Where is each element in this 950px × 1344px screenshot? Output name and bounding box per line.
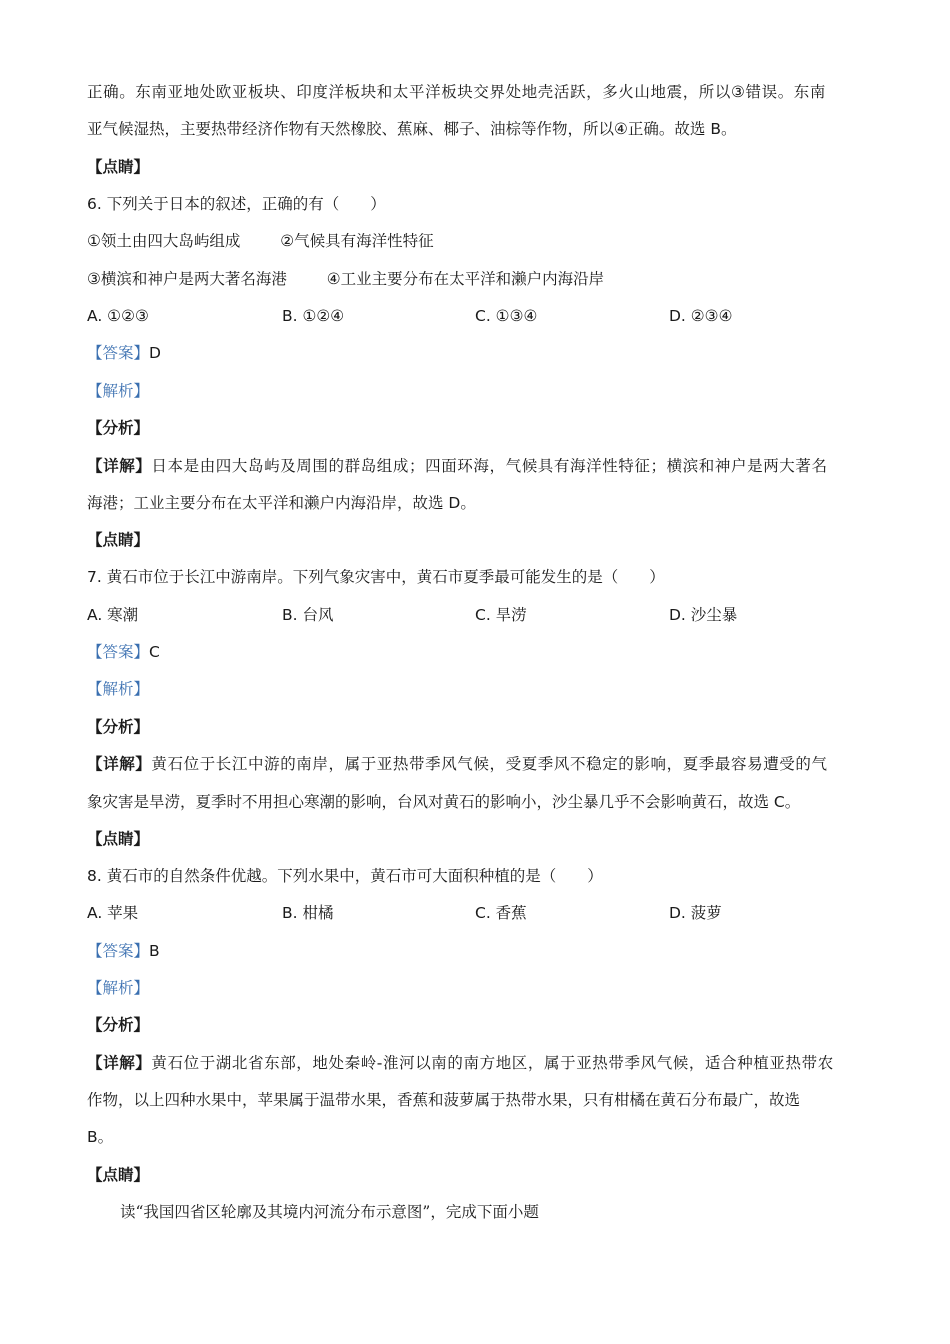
q8-option-d: D. 菠萝 — [669, 904, 722, 922]
q7-detail-label: 【详解】 — [87, 755, 152, 773]
q8-answer-value: B — [149, 942, 160, 960]
q8-detail-line-3: B。 — [87, 1128, 114, 1146]
prev-explanation-line-1: 正确。东南亚地处欧亚板块、印度洋板块和太平洋板块交界处地壳活跃，多火山地震，所以③错误。东南 — [87, 83, 826, 101]
q8-detail-line-1 — [87, 1052, 834, 1074]
q6-stem: 6. 下列关于日本的叙述，正确的有（ ） — [87, 195, 386, 213]
q7-detail-text-1: 黄石位于长江中游的南岸，属于亚热带季风气候，受夏季风不稳定的影响，夏季最容易遭受的气 — [151, 755, 828, 773]
q7-detail-line-2: 象灾害是旱涝，夏季时不用担心寒潮的影响，台风对黄石的影响小，沙尘暴几乎不会影响黄石，故选 C。 — [87, 793, 801, 811]
q8-option-a: A. 苹果 — [87, 904, 139, 922]
q6-statements-row-2 — [87, 268, 604, 290]
q8-detail-line-2: 作物，以上四种水果中，苹果属于温带水果，香蕉和菠萝属于热带水果，只有柑橘在黄石分布最广，故选 — [87, 1091, 801, 1109]
q8-stem: 8. 黄石市的自然条件优越。下列水果中，黄石市可大面积种植的是（ ） — [87, 867, 603, 885]
q7-fenxi-label: 【分析】 — [87, 718, 150, 736]
q7-option-c: C. 旱涝 — [475, 606, 527, 624]
q7-answer — [87, 641, 160, 663]
q6-item-3: ③横滨和神户是两大著名海港 — [87, 270, 287, 288]
q6-option-d: D. ②③④ — [669, 307, 733, 325]
q8-option-c: C. 香蕉 — [475, 904, 527, 922]
q8-answer-label: 【答案】 — [87, 942, 150, 960]
q6-detail-line-1 — [87, 455, 828, 477]
q7-answer-label: 【答案】 — [87, 643, 150, 661]
q8-detail-label: 【详解】 — [87, 1054, 152, 1072]
q8-option-b: B. 柑橘 — [282, 904, 334, 922]
prev-explanation-line-2: 亚气候湿热，主要热带经济作物有天然橡胶、蕉麻、椰子、油棕等作物，所以④正确。故选 B。 — [87, 120, 737, 138]
q8-dianjing-label: 【点睛】 — [87, 1166, 150, 1184]
q7-option-a: A. 寒潮 — [87, 606, 139, 624]
q6-detail-line-2: 海港；工业主要分布在太平洋和濑户内海沿岸，故选 D。 — [87, 494, 476, 512]
q7-dianjing-label: 【点睛】 — [87, 830, 150, 848]
q7-option-d: D. 沙尘暴 — [669, 606, 738, 624]
q6-item-2: ②气候具有海洋性特征 — [280, 232, 434, 250]
prev-dianjing-label: 【点睛】 — [87, 158, 150, 176]
q6-item-1: ①领土由四大岛屿组成 — [87, 232, 241, 250]
q8-detail-text-1: 黄石位于湖北省东部，地处秦岭-淮河以南的南方地区，属于亚热带季风气候，适合种植亚热带农 — [151, 1054, 834, 1072]
q6-option-c: C. ①③④ — [475, 307, 538, 325]
q6-option-b: B. ①②④ — [282, 307, 345, 325]
q7-option-b: B. 台风 — [282, 606, 334, 624]
q6-item-4: ④工业主要分布在太平洋和濑户内海沿岸 — [326, 270, 605, 288]
q8-answer — [87, 940, 160, 962]
q6-fenxi-label: 【分析】 — [87, 419, 150, 437]
q7-detail-line-1 — [87, 753, 828, 775]
q6-detail-text-1: 日本是由四大岛屿及周围的群岛组成；四面环海，气候具有海洋性特征；横滨和神户是两大著名 — [151, 457, 828, 475]
q6-dianjing-label: 【点睛】 — [87, 531, 150, 549]
q8-fenxi-label: 【分析】 — [87, 1016, 150, 1034]
q7-jiexi-label: 【解析】 — [87, 680, 150, 698]
q6-answer-value: D — [149, 344, 161, 362]
q8-jiexi-label: 【解析】 — [87, 979, 150, 997]
q7-stem: 7. 黄石市位于长江中游南岸。下列气象灾害中，黄石市夏季最可能发生的是（ ） — [87, 568, 665, 586]
q6-detail-label: 【详解】 — [87, 457, 152, 475]
next-group-intro: 读“我国四省区轮廓及其境内河流分布示意图”，完成下面小题 — [120, 1203, 539, 1221]
q6-option-a: A. ①②③ — [87, 307, 149, 325]
q6-answer — [87, 342, 161, 364]
q6-jiexi-label: 【解析】 — [87, 382, 150, 400]
q7-answer-value: C — [149, 643, 160, 661]
q6-statements-row-1 — [87, 230, 434, 252]
q6-answer-label: 【答案】 — [87, 344, 150, 362]
